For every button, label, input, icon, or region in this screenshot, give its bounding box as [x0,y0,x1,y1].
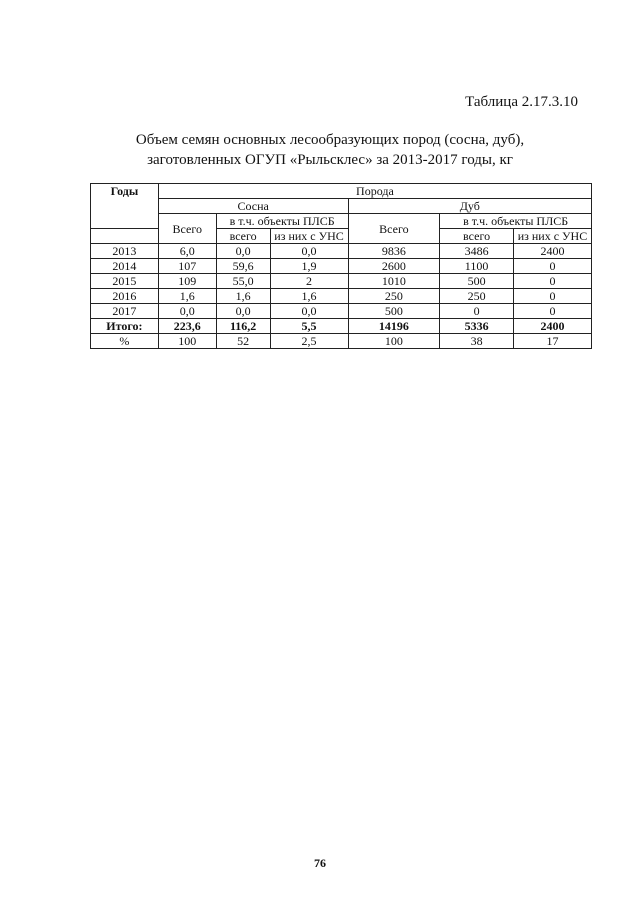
cell-oak-plsb: 3486 [440,244,514,259]
cell-pine-uns: 1,6 [270,289,348,304]
cell-oak-plsb: 38 [440,334,514,349]
header-row-1 [91,184,592,199]
cell-pine-uns: 2 [270,274,348,289]
cell-oak-uns: 0 [513,304,591,319]
cell-pine-uns: 0,0 [270,244,348,259]
cell-oak-total: 500 [348,304,440,319]
header-pine: Сосна [158,199,348,214]
cell-pine-total: 223,6 [158,319,216,334]
table-row [91,304,592,319]
percent-row [91,334,592,349]
cell-pine-plsb: 52 [216,334,270,349]
cell-oak-total: 100 [348,334,440,349]
table-row [91,259,592,274]
cell-pine-plsb: 116,2 [216,319,270,334]
cell-oak-total: 9836 [348,244,440,259]
cell-pine-uns: 0,0 [270,304,348,319]
table-heading [100,130,560,170]
cell-pine-plsb: 0,0 [216,304,270,319]
cell-pine-total: 107 [158,259,216,274]
cell-oak-uns: 17 [513,334,591,349]
cell-oak-plsb: 5336 [440,319,514,334]
cell-year: 2014 [91,259,159,274]
cell-year: 2015 [91,274,159,289]
table-label: Таблица 2.17.3.10 [465,94,578,110]
cell-oak-plsb: 1100 [440,259,514,274]
cell-pine-uns: 2,5 [270,334,348,349]
cell-oak-plsb: 0 [440,304,514,319]
total-row [91,319,592,334]
cell-pine-plsb: 1,6 [216,289,270,304]
cell-oak-uns: 2400 [513,244,591,259]
header-row-2 [91,199,592,214]
header-oak-plsb: в т.ч. объекты ПЛСБ [440,214,592,229]
cell-pine-total: 6,0 [158,244,216,259]
cell-oak-uns: 0 [513,259,591,274]
cell-pine-total: 1,6 [158,289,216,304]
cell-year: 2017 [91,304,159,319]
header-pine-plsb: в т.ч. объекты ПЛСБ [216,214,348,229]
seed-volume-table [90,183,592,349]
cell-pine-total: 109 [158,274,216,289]
page-number: 76 [314,856,326,870]
cell-total-label: Итого: [91,319,159,334]
cell-pine-plsb: 59,6 [216,259,270,274]
cell-oak-uns: 2400 [513,319,591,334]
header-pine-subtotal: всего [216,229,270,244]
cell-year: 2013 [91,244,159,259]
cell-oak-total: 14196 [348,319,440,334]
heading-line-2: заготовленных ОГУП «Рыльсклес» за 2013-2017 годы, кг [147,152,513,168]
table-row [91,274,592,289]
cell-oak-plsb: 250 [440,289,514,304]
header-oak-uns: из них с УНС [513,229,591,244]
header-oak: Дуб [348,199,591,214]
cell-percent-label: % [91,334,159,349]
header-pine-total: Всего [158,214,216,244]
header-species: Порода [158,184,591,199]
header-years: Годы [91,184,159,229]
header-pine-uns: из них с УНС [270,229,348,244]
cell-pine-uns: 1,9 [270,259,348,274]
cell-oak-total: 250 [348,289,440,304]
cell-oak-uns: 0 [513,289,591,304]
cell-oak-total: 2600 [348,259,440,274]
header-oak-subtotal: всего [440,229,514,244]
cell-pine-total: 0,0 [158,304,216,319]
cell-oak-uns: 0 [513,274,591,289]
cell-pine-plsb: 55,0 [216,274,270,289]
cell-oak-total: 1010 [348,274,440,289]
cell-pine-plsb: 0,0 [216,244,270,259]
cell-pine-total: 100 [158,334,216,349]
header-oak-total: Всего [348,214,440,244]
table-row [91,289,592,304]
table-row [91,244,592,259]
cell-pine-uns: 5,5 [270,319,348,334]
cell-year: 2016 [91,289,159,304]
header-years-blank [91,229,159,244]
heading-line-1: Объем семян основных лесообразующих пород (сосна, дуб), [135,132,525,148]
cell-oak-plsb: 500 [440,274,514,289]
header-row-3 [91,214,592,229]
